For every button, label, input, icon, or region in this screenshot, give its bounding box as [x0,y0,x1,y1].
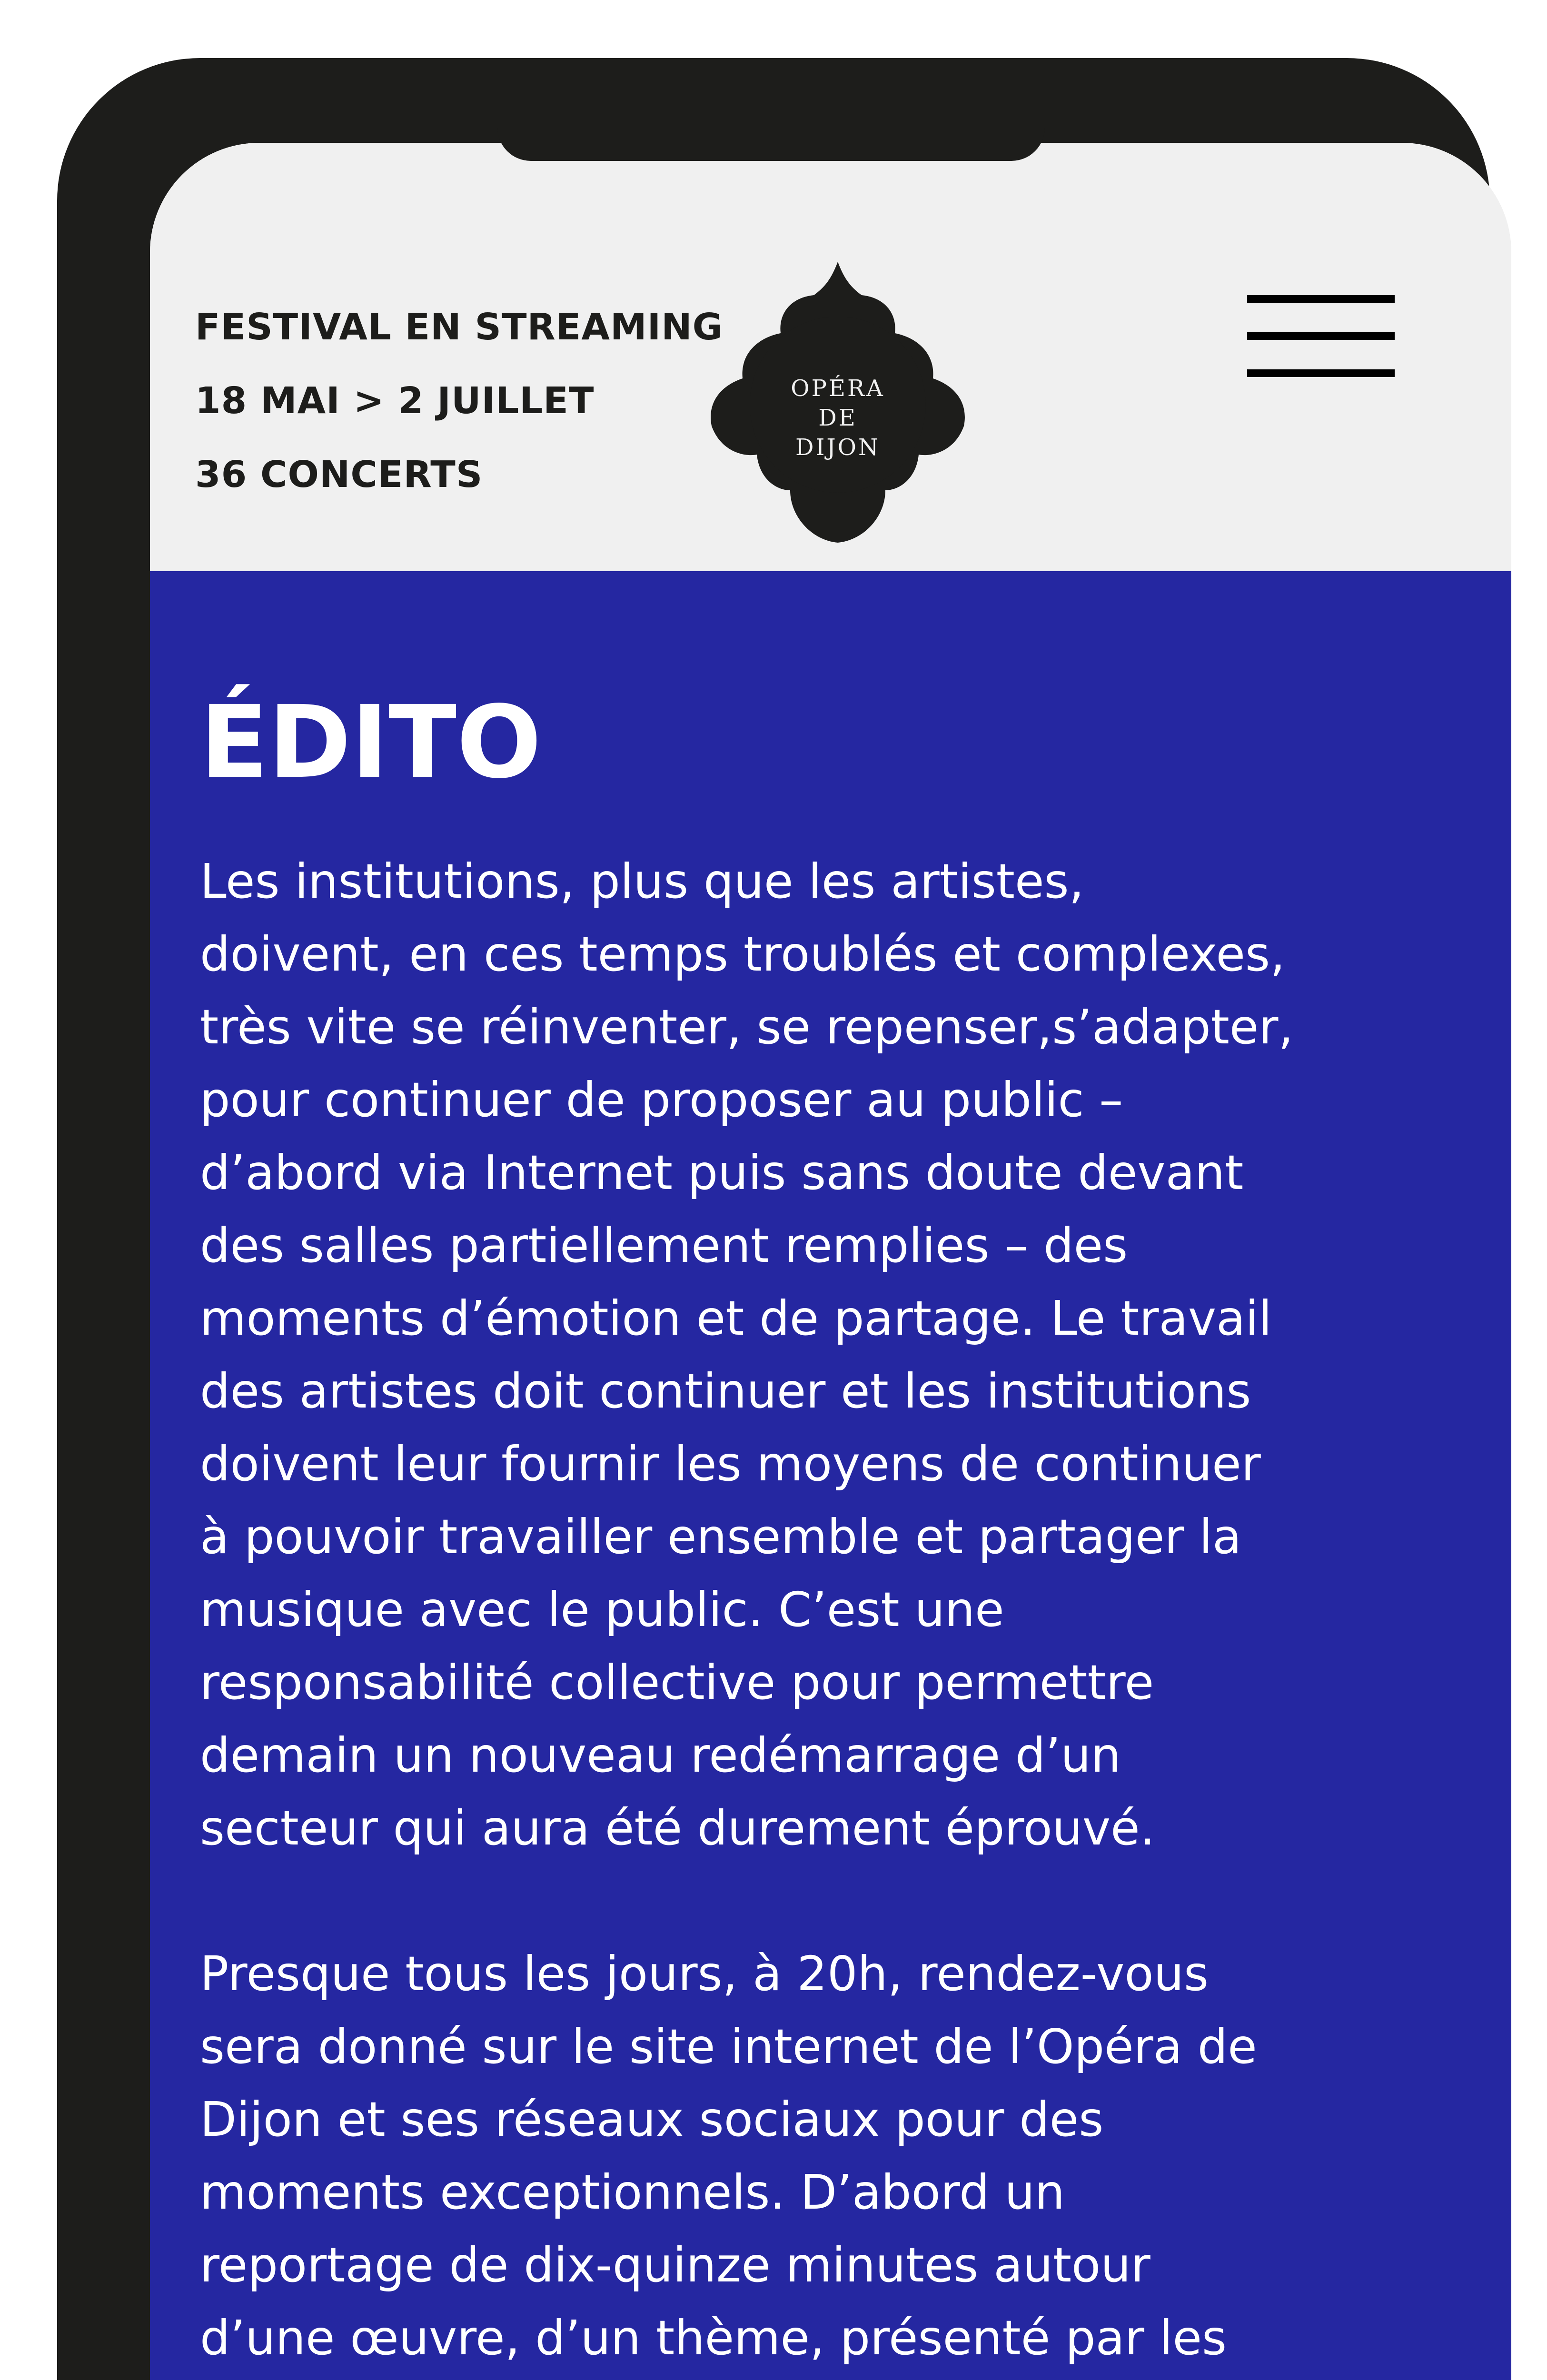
paragraph-line: des salles partiellement remplies – des [200,1218,1128,1273]
paragraph-line: d’abord via Internet puis sans doute devant [200,1145,1244,1200]
paragraph-line: moments exceptionnels. D’abord un [200,2164,1065,2220]
paragraph-line: secteur qui aura été durement éprouvé. [200,1800,1155,1856]
logo-text [695,374,981,462]
logo-line-de: DE [818,405,857,431]
paragraph-line: demain un nouveau redémarrage d’un [200,1727,1121,1783]
opera-logo[interactable] [695,262,981,547]
paragraph-line: doivent leur fournir les moyens de continuer [200,1436,1261,1492]
paragraph-line: des artistes doit continuer et les institutions [200,1363,1251,1419]
paragraph-line: responsabilité collective pour permettre [200,1655,1154,1710]
hamburger-menu-icon[interactable] [1247,295,1399,381]
phone-screen [150,143,1511,2380]
menu-line-top [1247,295,1395,303]
paragraph-line: Dijon et ses réseaux sociaux pour des [200,2092,1104,2147]
menu-line-bottom [1247,369,1395,377]
paragraph-line: d’une œuvre, d’un thème, présenté par les [200,2310,1227,2366]
edito-paragraph-1 [200,845,1485,1864]
paragraph-line: reportage de dix-quinze minutes autour [200,2237,1150,2293]
paragraph-line: Presque tous les jours, à 20h, rendez-vous [200,1946,1209,2002]
paragraph-line: doivent, en ces temps troublés et complexes, [200,926,1285,982]
paragraph-line: Les institutions, plus que les artistes, [200,853,1084,909]
edito-section [150,571,1511,2380]
paragraph-line: à pouvoir travailler ensemble et partager la [200,1509,1242,1565]
phone-frame [57,58,1490,2380]
paragraph-line [200,2374,1485,2380]
festival-dates: 18 MAI > 2 JUILLET [195,380,595,422]
paragraph-line: sera donné sur le site internet de l’Opéra de [200,2019,1257,2074]
festival-title: FESTIVAL EN STREAMING [195,306,723,348]
paragraph-line: musique avec le public. C’est une [200,1582,1004,1637]
paragraph-line: moments d’émotion et de partage. Le travail [200,1290,1272,1346]
logo-line-opera: OPÉRA [791,375,885,402]
page-title: ÉDITO [200,684,542,801]
festival-concert-count: 36 CONCERTS [195,454,483,496]
edito-paragraph-2 [200,1937,1485,2380]
festival-info [195,290,723,512]
phone-notch [497,85,1045,161]
site-header [150,143,1511,571]
paragraph-line: très vite se réinventer, se repenser,s’adapter, [200,999,1294,1055]
logo-line-dijon: DIJON [795,434,881,461]
menu-line-middle [1247,332,1395,340]
paragraph-line: pour continuer de proposer au public – [200,1072,1123,1128]
